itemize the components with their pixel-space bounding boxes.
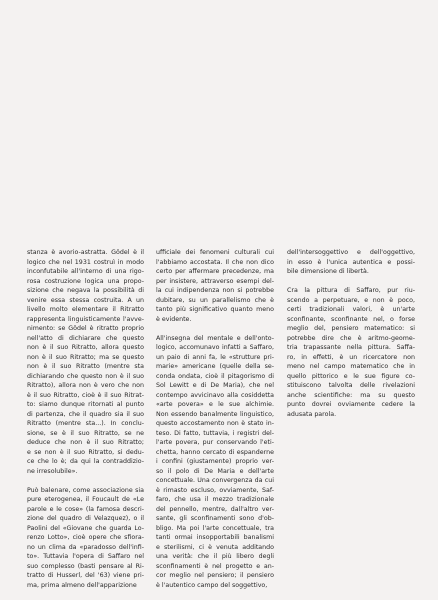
text-line: e sterilismi, ci è venuta additando	[156, 543, 274, 551]
text-line: to: siamo dunque ritornati al punto	[27, 401, 144, 408]
text-column-2	[156, 248, 274, 600]
text-line: Ritratto (mentre sta...). In conclu-	[27, 420, 144, 427]
text-line: meglio del, pensiero matematico: si	[287, 325, 415, 332]
paragraph	[27, 486, 144, 591]
text-line: logico che nel 1931 costruì in modo	[27, 258, 144, 266]
text-line: e se non è il suo Ritratto, si dedu-	[27, 448, 144, 456]
text-line: certo per affermare precedenze, ma	[156, 268, 274, 275]
text-line: Sol Lewitt e di De Maria), che nel	[156, 382, 274, 389]
text-line: di partenza, che il quadro sia il suo	[27, 410, 144, 418]
text-line: Ritratto), allora non è vero che non	[27, 382, 144, 389]
text-line: non è il suo Ritratto (mentre sta	[27, 363, 144, 370]
text-line: rappresenta linguisticamente l'avve-	[27, 315, 144, 323]
text-line: bligo. Ma poi l'arte concettuale, tra	[156, 524, 274, 532]
text-line: to». Tuttavia l'opera di Saffaro nel	[27, 553, 144, 560]
text-line: inconfutabile all'interno di una rigo-	[27, 268, 144, 275]
text-line: chetta, hanno cercato di espanderne	[156, 448, 274, 456]
text-line: la cui indipendenza non si potrebbe	[156, 287, 274, 294]
text-line: parole e le cose» (la famosa descri-	[27, 505, 144, 513]
text-line: faro, che usa il mezzo tradizionale	[156, 496, 274, 503]
text-line: scendo a perpetuare, e non è poco,	[287, 296, 415, 304]
text-line: l'abbiamo accostata. Il che non dico	[156, 258, 274, 266]
text-line: renzo Lotto», cioè opere che sfiora-	[27, 534, 144, 541]
text-line: sizione che negava la possibilità di	[27, 287, 144, 294]
text-line: non è il suo Ritratto, allora questo	[27, 344, 144, 351]
text-line: ce che lo è; da qui la contraddizio-	[27, 458, 144, 465]
text-line: Non essendo banalmente linguistico,	[156, 410, 274, 418]
text-line: un paio di anni fa, le «strutture pri-	[156, 353, 274, 361]
text-line: sione, se è il suo Ritratto, se ne	[27, 429, 144, 437]
text-line: quello pittorico e le sue figure co-	[287, 372, 415, 380]
text-line: questo accostamento non è stato in-	[156, 420, 274, 427]
paragraph	[156, 248, 274, 324]
paragraph	[287, 248, 415, 277]
text-line: All'insegna del mentale e dell'onto-	[156, 334, 274, 342]
text-line: tanti ormai insopportabili banalismi	[156, 534, 274, 541]
text-line: livello molto elementare il Ritratto	[27, 306, 144, 313]
text-line: ma, prima almeno dell'apparizione	[27, 581, 137, 589]
text-line: logico, accomunavo infatti a Saffaro,	[156, 344, 274, 351]
text-line: cor meglio nel pensiero; il pensiero	[156, 572, 274, 579]
text-line: dichiarando che questo non è il suo	[27, 372, 144, 380]
text-line: per insistere, attraverso esempi del-	[156, 277, 274, 285]
text-line: dell'intersoggettivo e dell'oggettivo,	[287, 249, 415, 256]
text-line: stituiscono talvolta delle rivelazioni	[287, 382, 415, 389]
text-line: tratto di Husserl, del '63) viene pri-	[27, 572, 144, 579]
text-column-3	[287, 248, 415, 429]
text-line: so il polo di De Maria e dell'arte	[156, 467, 274, 475]
text-line: sante, gli sconfinamenti sono d'ob-	[156, 515, 274, 522]
text-line: in esso è l'unica autentica e possi-	[287, 258, 415, 266]
text-line: no un clima da «paradosso dell'infi-	[27, 543, 144, 551]
paragraph	[27, 248, 144, 476]
text-line: conda ondata, cioè il pitagorismo di	[156, 372, 274, 380]
text-line: ro, in effetti, è un ricercatore non	[287, 353, 415, 361]
text-line: nimento: se Gödel è ritratto proprio	[27, 325, 144, 332]
text-line: sconfinante, sconfinante nel, o forse	[287, 315, 415, 323]
text-line: è evidente.	[156, 315, 192, 323]
text-line: nell'atto di dichiarare che questo	[27, 334, 144, 342]
text-line: rosa costruzione logica una propo-	[27, 277, 144, 285]
text-line: bile dimensione di libertà.	[287, 268, 369, 275]
text-line: contempo avvicinavo alla cosiddetta	[156, 391, 274, 399]
text-line: punto dovrei ovviamente cedere la	[287, 401, 415, 408]
text-line: Paolini del «Giovane che guarda Lo-	[27, 524, 144, 532]
text-line: adusata parola.	[287, 410, 337, 418]
text-line: è rimasto escluso, ovviamente, Saf-	[156, 486, 274, 494]
text-line: pure eterogenea, il Foucault de «Le	[27, 496, 144, 503]
text-line: deduce che non è il suo Ritratto;	[27, 439, 144, 446]
text-line: l'arte povera, pur conservando l'eti-	[156, 439, 274, 446]
text-line: tria trapassante nella pittura. Saffa-	[287, 344, 415, 351]
text-line: anche scientifiche: ma su questo	[287, 391, 415, 399]
text-line: concettuale. Una convergenza da cui	[156, 477, 274, 484]
paragraph	[156, 334, 274, 591]
text-column-1	[27, 248, 144, 600]
text-line: ne irresolubile».	[27, 467, 78, 475]
text-line: marie» americane (quelle della se-	[156, 363, 274, 370]
text-line: potrebbe dire che è aritmo-geome-	[287, 334, 415, 342]
text-line: i confini (giustamente) proprio ver-	[156, 458, 274, 465]
paragraph	[287, 286, 415, 419]
text-line: certi tradizionali valori, è un'arte	[287, 306, 415, 313]
text-line: è l'autentico campo del soggettivo,	[156, 581, 268, 589]
text-line: è il suo Ritratto, cioè è il suo Ritrat-	[27, 391, 144, 399]
text-line: Può balenare, come associazione sia	[27, 486, 144, 494]
text-line: sconfinamenti è nel progetto e an-	[156, 562, 274, 570]
text-line: «arte povera» e le sue alchimie.	[156, 401, 274, 408]
text-line: zione del quadro di Velazquez), o il	[27, 515, 144, 522]
text-line: ufficiale dei fenomeni culturali cui	[156, 249, 274, 256]
text-line: non è il suo Ritratto; ma se questo	[27, 353, 144, 361]
text-line: tanto più significativo quanto meno	[156, 306, 274, 313]
text-line: del pennello, mentre, dall'altro ver-	[156, 505, 274, 513]
text-line: meno nel campo matematico che in	[287, 363, 415, 370]
text-line: una verità: che il più libero degli	[156, 553, 274, 560]
text-line: dubitare, su un parallelismo che è	[156, 296, 274, 304]
text-line: teso. Di fatto, tuttavia, i registri del-	[156, 429, 274, 437]
text-line: venire essa stessa costruita. A un	[27, 296, 144, 304]
text-line: stanza è avorio-astratta. Gödel è il	[27, 249, 144, 256]
text-line: Cra la pittura di Saffaro, pur riu-	[287, 287, 415, 294]
text-line: suo complesso (basti pensare al Ri-	[27, 562, 144, 570]
